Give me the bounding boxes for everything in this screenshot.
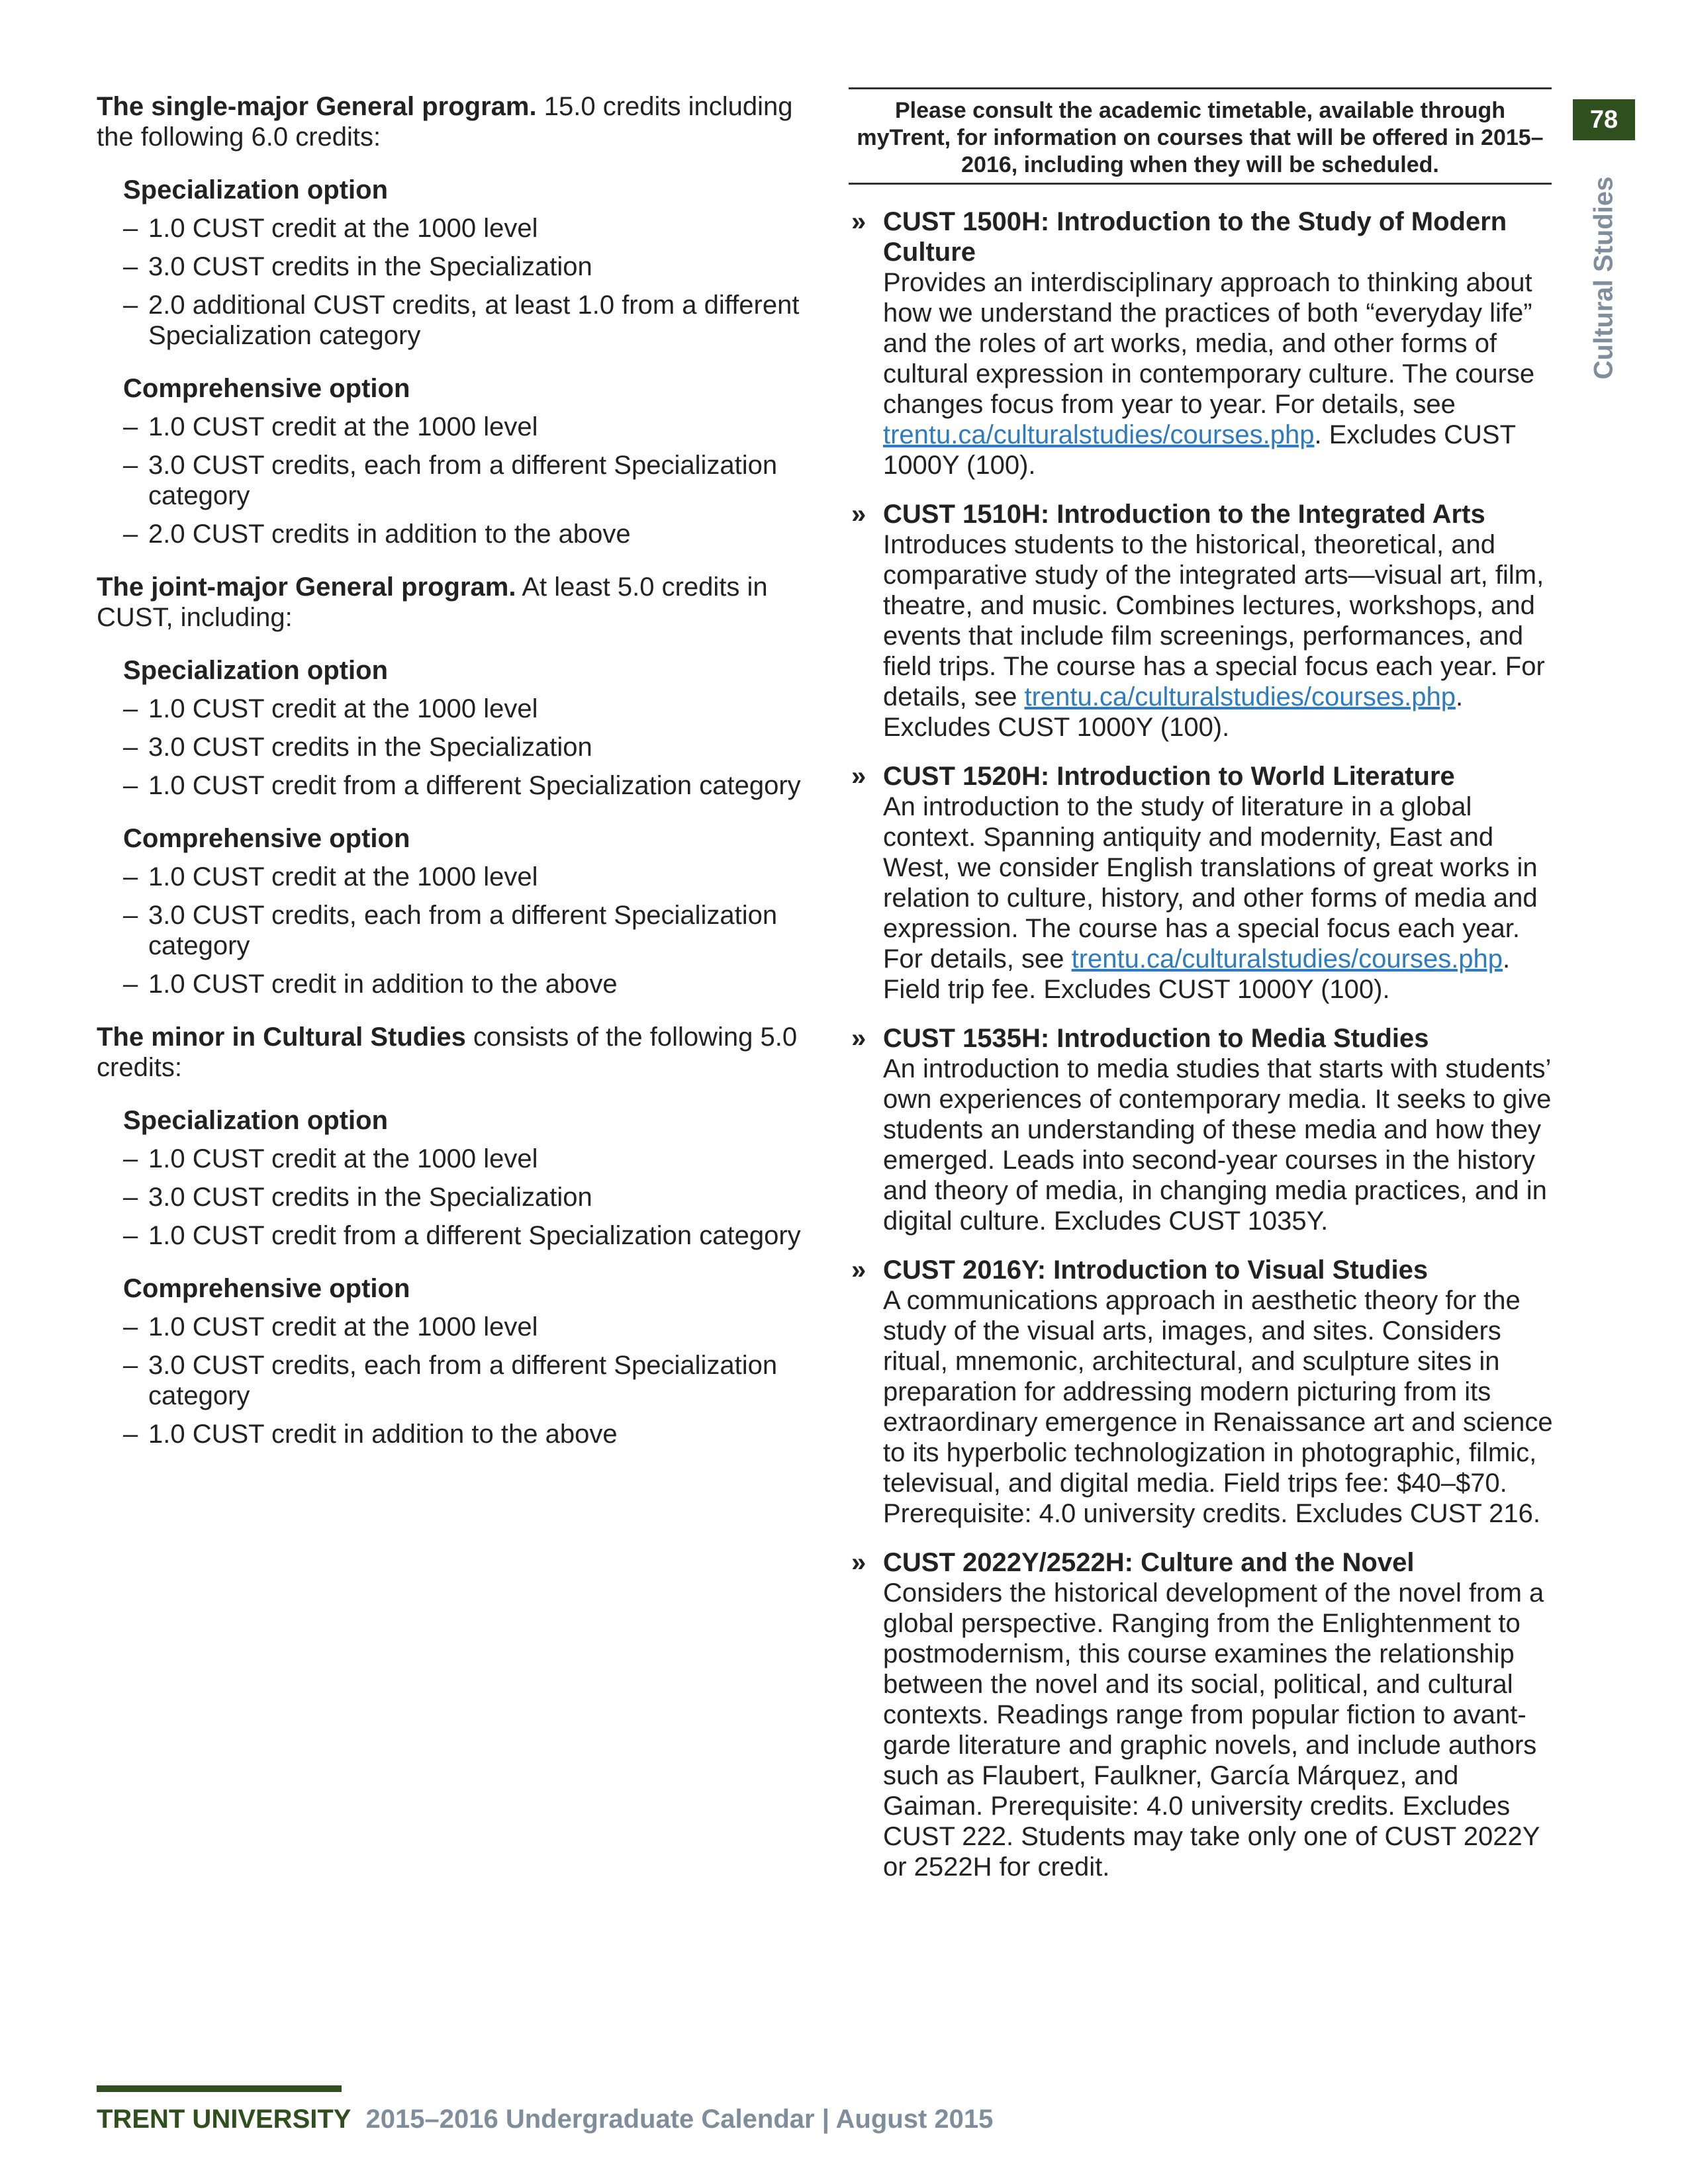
course-bullet-icon: » [851, 762, 867, 791]
course-description: A communications approach in aesthetic theory for the study of the visual arts, images, and sites. Considers ritual, mnemonic, architectural, and sculpture sites in preparation for addressing modern picturing from its extraordinary emergence in Renaissance art and science to its hyperbolic technologization in photographic, filmic, televisual, and digital media. Field trips fee: $40–$70. Prerequisite: 4.0 university credits. Excludes CUST 216. [883, 1286, 1553, 1528]
specialization-option-list [123, 1144, 818, 1251]
requirement-item: – 3.0 CUST credits in the Specialization [123, 732, 818, 762]
requirement-item: – 1.0 CUST credit from a different Specialization category [123, 770, 818, 801]
specialization-option-list [123, 694, 818, 801]
requirement-item: – 3.0 CUST credits in the Specialization [123, 1182, 818, 1212]
minor-desc: consists of the following 5.0 credits: [97, 1023, 798, 1082]
joint-major-desc: At least 5.0 credits in CUST, including: [97, 572, 768, 632]
course-entry [849, 499, 1557, 743]
comprehensive-option-heading: Comprehensive option [123, 374, 410, 403]
requirement-item: – 1.0 CUST credit at the 1000 level [123, 1312, 818, 1342]
requirement-item: – 1.0 CUST credit in addition to the above [123, 969, 818, 999]
footer-calendar: 2015–2016 Undergraduate Calendar | August 2015 [365, 2105, 994, 2134]
course-description [883, 267, 1557, 480]
requirement-item: – 1.0 CUST credit at the 1000 level [123, 213, 818, 244]
requirement-item: – 3.0 CUST credits, each from a different Specialization category [123, 1350, 818, 1411]
comprehensive-option-heading: Comprehensive option [123, 1274, 410, 1303]
requirement-item: – 2.0 additional CUST credits, at least 1.0 from a different Specialization category [123, 290, 818, 351]
single-major-intro [97, 91, 818, 152]
course-title: CUST 1500H: Introduction to the Study of Modern Culture [883, 207, 1507, 267]
comprehensive-option-list [123, 862, 818, 999]
specialization-option-list [123, 213, 818, 351]
timetable-notice: Please consult the academic timetable, available through myTrent, for information on courses that will be offered in 2015–2016, including when they will be scheduled. [849, 87, 1552, 185]
section-side-label [1568, 152, 1640, 404]
course-title: CUST 1535H: Introduction to Media Studies [883, 1024, 1429, 1053]
course-desc-text: Provides an interdisciplinary approach to thinking about how we understand the practices of both “everyday life” and the roles of art works, media, and other forms of cultural expression in contemporary culture. The course changes focus from year to year. For details, see [883, 268, 1535, 419]
requirement-item: – 1.0 CUST credit at the 1000 level [123, 862, 818, 892]
course-desc-text: An introduction to the study of literature in a global context. Spanning antiquity and modernity, East and West, we consider English translations of great works in relation to culture, history, and other forms of media and expression. The course has a special focus each year. For details, see [883, 792, 1538, 974]
requirement-item: – 1.0 CUST credit at the 1000 level [123, 694, 818, 724]
course-title: CUST 1520H: Introduction to World Literature [883, 762, 1455, 791]
course-bullet-icon: » [851, 500, 867, 529]
comprehensive-option-list [123, 412, 818, 549]
course-title: CUST 2022Y/2522H: Culture and the Novel [883, 1548, 1415, 1577]
page-number: 78 [1573, 99, 1635, 140]
courses-page-link[interactable]: trentu.ca/culturalstudies/courses.php [883, 420, 1315, 449]
comprehensive-option-list [123, 1312, 818, 1449]
course-desc-text: . Field trip fee. Excludes CUST 1000Y (100). [883, 944, 1511, 1004]
footer-rule [97, 2085, 342, 2092]
course-entry [849, 206, 1557, 480]
section-label-text: Cultural Studies [1589, 176, 1618, 380]
course-entry [849, 761, 1557, 1005]
requirement-item: – 1.0 CUST credit in addition to the above [123, 1419, 818, 1449]
course-description [883, 792, 1557, 1005]
courses-page-link[interactable]: trentu.ca/culturalstudies/courses.php [1024, 682, 1456, 711]
requirement-item: – 1.0 CUST credit from a different Specialization category [123, 1220, 818, 1251]
program-requirements-column [97, 91, 818, 1472]
single-major-desc: 15.0 credits including the following 6.0 credits: [97, 92, 793, 152]
minor-title: The minor in Cultural Studies [97, 1023, 466, 1052]
minor-intro [97, 1022, 818, 1083]
requirement-item: – 3.0 CUST credits, each from a different Specialization category [123, 900, 818, 961]
course-desc-text: . Excludes CUST 1000Y (100). [883, 682, 1464, 742]
course-description: An introduction to media studies that starts with students’ own experiences of contemporary media. It seeks to give students an understanding of these media and how they emerged. Leads into second-year courses in the history and theory of media, in changing media practices, and in digital culture. Excludes CUST 1035Y. [883, 1054, 1552, 1236]
course-entry [849, 1255, 1557, 1529]
comprehensive-option-heading: Comprehensive option [123, 824, 410, 853]
course-bullet-icon: » [851, 1255, 867, 1285]
single-major-title: The single-major General program. [97, 92, 537, 121]
joint-major-title: The joint-major General program. [97, 572, 516, 602]
course-desc-text: Introduces students to the historical, theoretical, and comparative study of the integrated arts—visual art, film, theatre, and music. Combines lectures, workshops, and events that include film screenings, performances, and field trips. The course has a special focus each year. For details, see [883, 530, 1545, 711]
requirement-item: – 3.0 CUST credits in the Specialization [123, 251, 818, 282]
footer-university: TRENT UNIVERSITY [97, 2105, 352, 2134]
specialization-option-heading: Specialization option [123, 656, 389, 685]
course-entry [849, 1547, 1557, 1882]
requirement-item: – 3.0 CUST credits, each from a different Specialization category [123, 450, 818, 511]
requirement-item: – 1.0 CUST credit at the 1000 level [123, 412, 818, 442]
course-bullet-icon: » [851, 1548, 867, 1577]
course-list [849, 206, 1557, 1901]
course-title: CUST 2016Y: Introduction to Visual Studies [883, 1255, 1429, 1285]
course-bullet-icon: » [851, 1024, 867, 1053]
joint-major-intro [97, 572, 818, 633]
course-bullet-icon: » [851, 207, 867, 236]
course-description [883, 529, 1557, 743]
course-description: Considers the historical development of the novel from a global perspective. Ranging from the Enlightenment to postmodernism, this course examines the relationship between the novel and its social, political, and cultural contexts. Readings range from popular fiction to avant-garde literature and graphic novels, and include authors such as Flaubert, Faulkner, García Márquez, and Gaiman. Prerequisite: 4.0 university credits. Excludes CUST 222. Students may take only one of CUST 2022Y or 2522H for credit. [883, 1578, 1544, 1882]
requirement-item: – 1.0 CUST credit at the 1000 level [123, 1144, 818, 1174]
courses-page-link[interactable]: trentu.ca/culturalstudies/courses.php [1071, 944, 1503, 974]
course-title: CUST 1510H: Introduction to the Integrated Arts [883, 500, 1485, 529]
course-desc-text: . Excludes CUST 1000Y (100). [883, 420, 1516, 480]
specialization-option-heading: Specialization option [123, 1106, 389, 1135]
course-entry [849, 1023, 1557, 1236]
requirement-item: – 2.0 CUST credits in addition to the above [123, 519, 818, 549]
specialization-option-heading: Specialization option [123, 175, 389, 205]
page-footer [97, 2103, 993, 2135]
